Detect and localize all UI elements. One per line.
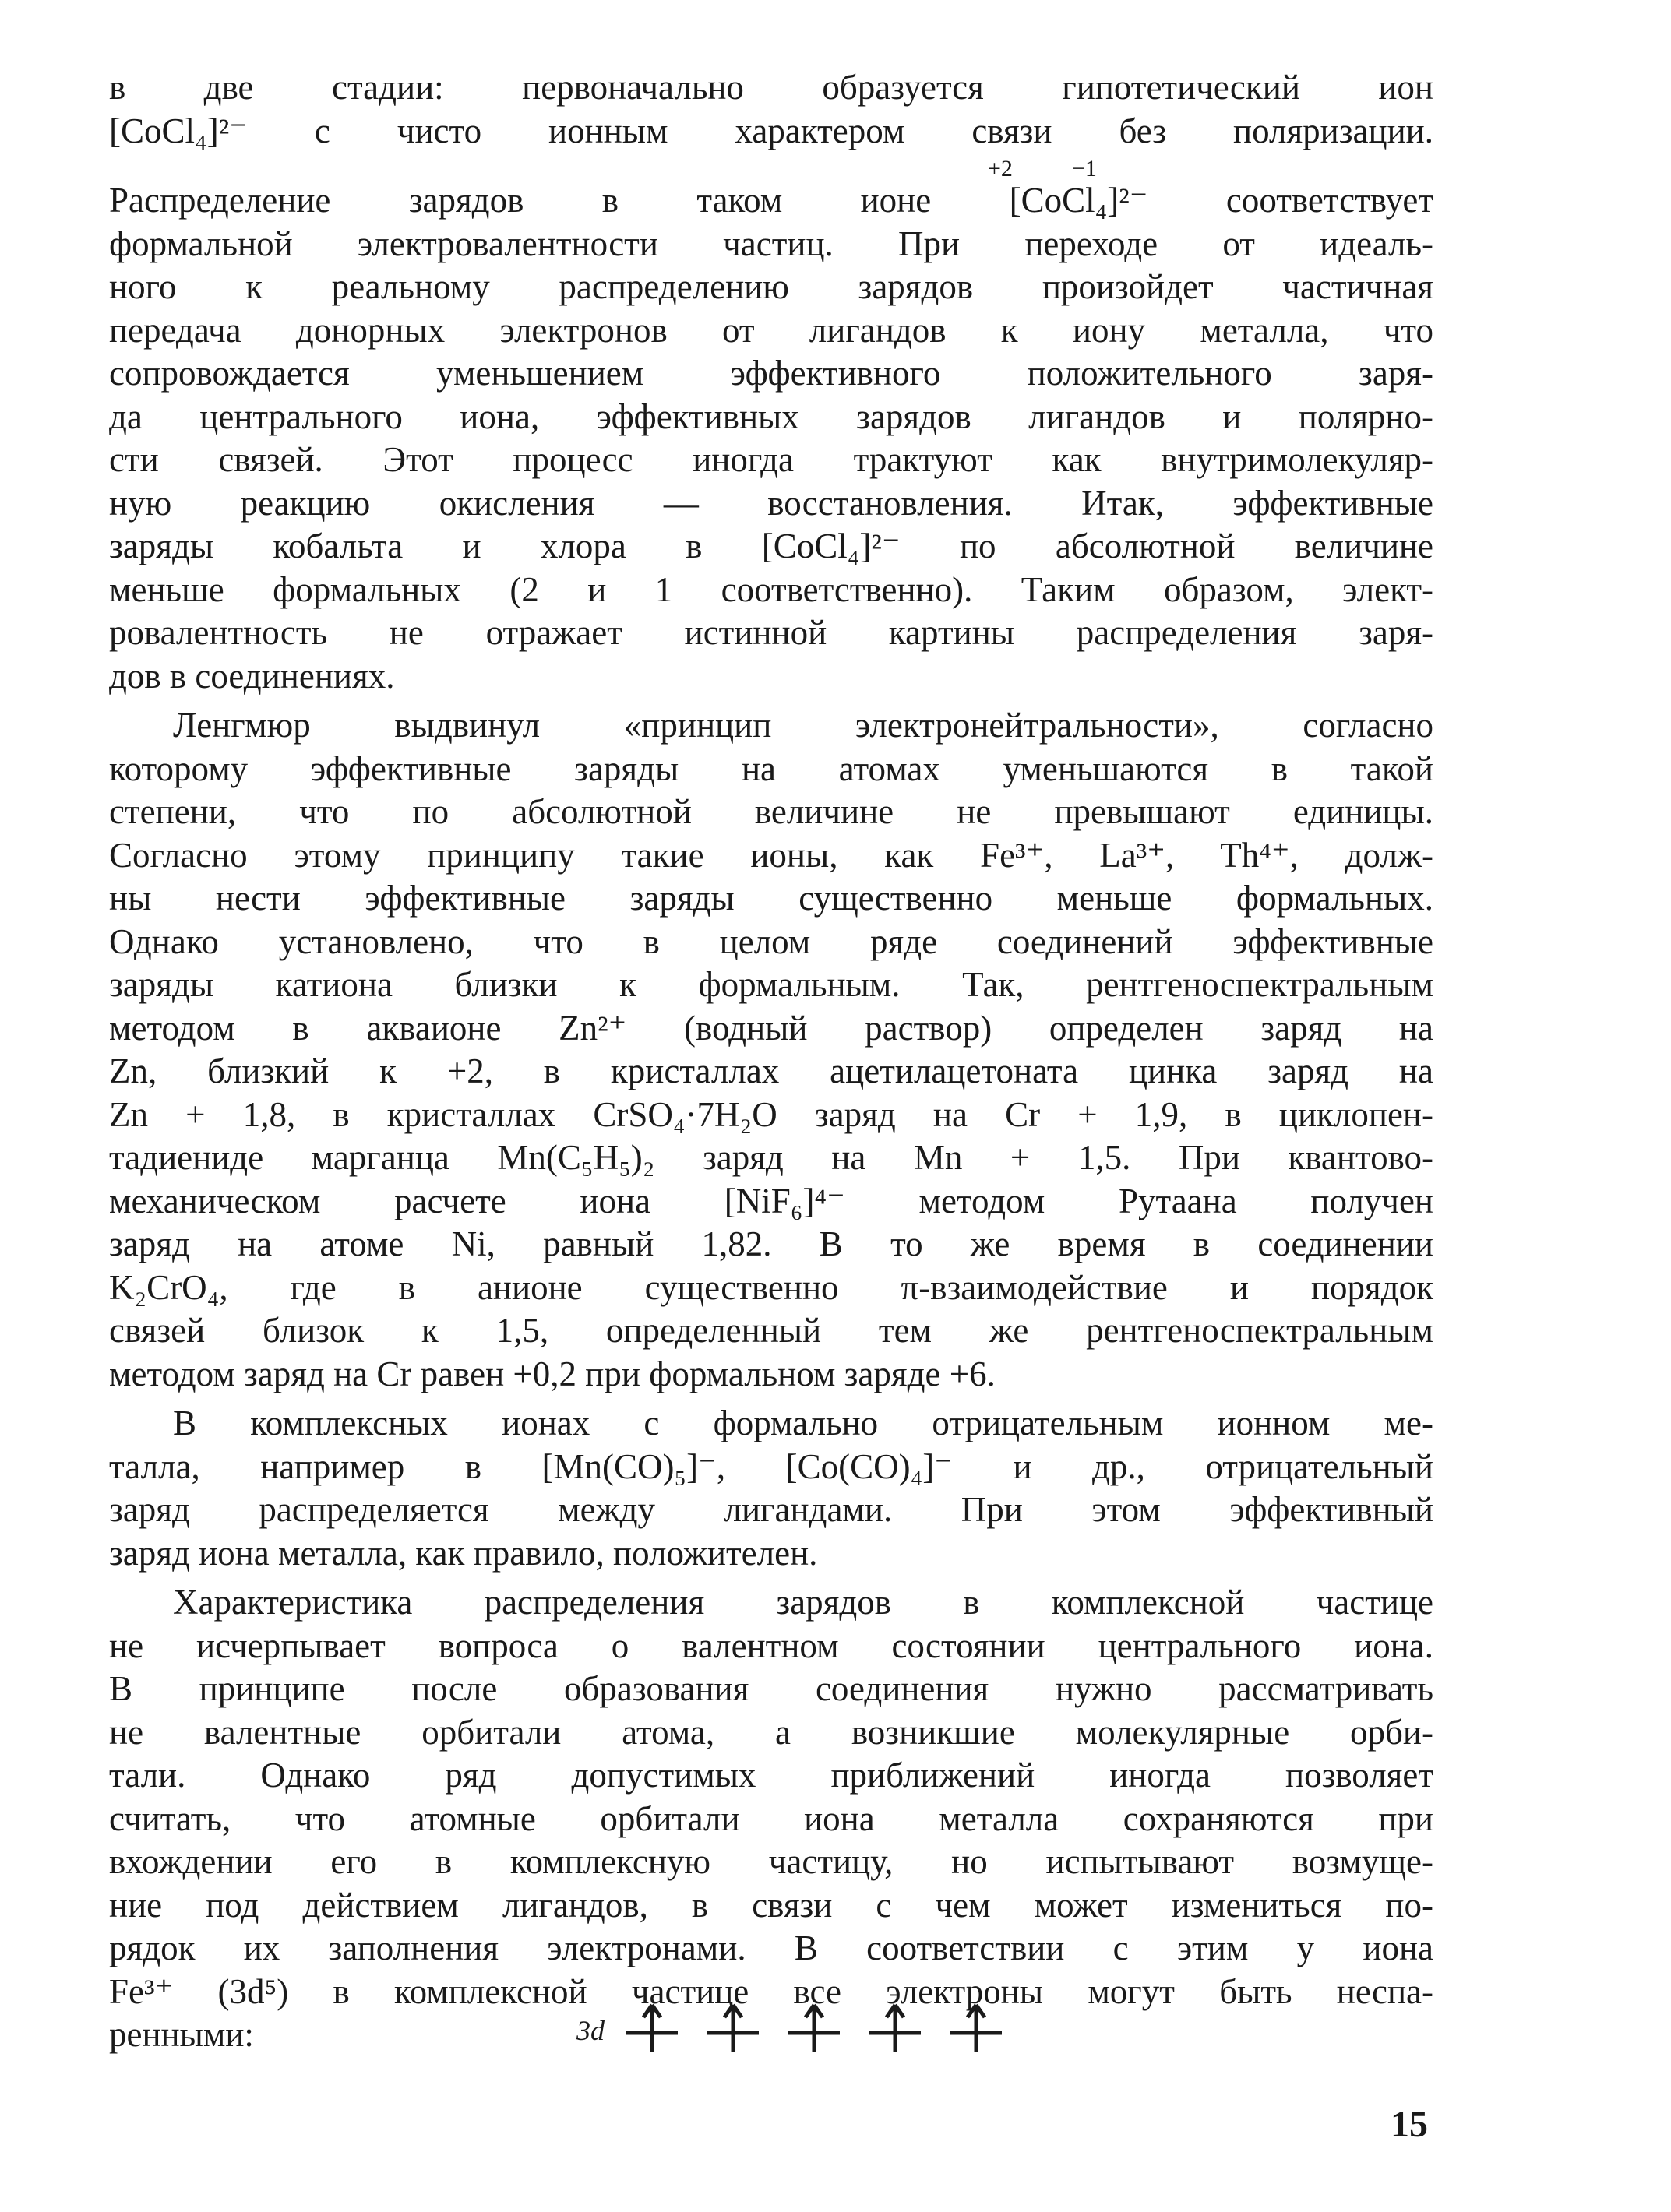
- text-line: Fe³⁺ (3d⁵) в комплексной частице все электроны могут быть неспа-: [109, 1971, 1433, 2011]
- paragraph-p3: [109, 1402, 1433, 1575]
- electron-up-arrow-icon: [866, 2000, 924, 2055]
- text-line: ровалентность не отражает истинной картины распределения заря-: [109, 613, 1433, 652]
- charge-minus: −1: [1072, 156, 1097, 181]
- electron-up-arrow-icon: [704, 2000, 762, 2055]
- text-line: Согласно этому принципу такие ионы, как Fe³⁺, La³⁺, Th⁴⁺, долж-: [109, 835, 1433, 875]
- text-line: рядок их заполнения электронами. В соответствии с этим у иона: [109, 1928, 1433, 1967]
- text-line: ние под действием лигандов, в связи с чем может измениться по-: [109, 1885, 1433, 1925]
- text-line: В принципе после образования соединения нужно рассматривать: [109, 1669, 1433, 1708]
- orbital-diagram: [576, 2000, 1028, 2055]
- text-line: ную реакцию окисления — восстановления. Итак, эффективные: [109, 483, 1433, 523]
- text-line: вхождении его в комплексную частицу, но испытывают возмуще-: [109, 1842, 1433, 1881]
- main-text: [109, 66, 1433, 2057]
- text-line: методом в акваионе Zn²⁺ (водный раствор) определен заряд на: [109, 1008, 1433, 1048]
- text-line: меньше формальных (2 и 1 соответственно). Таким образом, элект-: [109, 569, 1433, 609]
- text-line: дов в соединениях.: [109, 656, 395, 696]
- text-line: сопровождается уменьшением эффективного положительного заря-: [109, 354, 1433, 393]
- text-line: Однако установлено, что в целом ряде соединений эффективные: [109, 921, 1433, 961]
- text-line: не исчерпывает вопроса о валентном состоянии центрального иона.: [109, 1626, 1433, 1665]
- text-line: тадиениде марганца Mn(C₅H₅)₂ заряд на Mn + 1,5. При квантово-: [109, 1138, 1433, 1177]
- electron-up-arrow-icon: [623, 2000, 681, 2055]
- electron-up-arrow-icon: [785, 2000, 843, 2055]
- text-line: Характеристика распределения зарядов в комплексной частице: [173, 1583, 1433, 1622]
- page-number: 15: [1391, 2104, 1428, 2145]
- text-line: да центрального иона, эффективных зарядов лигандов и полярно-: [109, 396, 1433, 436]
- text-line: Zn + 1,8, в кристаллах CrSO₄·7H₂O заряд на Cr + 1,9, в циклопен-: [109, 1094, 1433, 1134]
- text-line: передача донорных электронов от лигандов к иону металла, что: [109, 310, 1433, 350]
- text-line: заряды кобальта и хлора в [CoCl₄]²⁻ по абсолютной величине: [109, 527, 1433, 565]
- text-line: методом заряд на Cr равен +0,2 при формальном заряде +6.: [109, 1354, 996, 1393]
- text-line: Распределение зарядов в таком ионе [CoCl₄]²⁻ соответствует: [109, 181, 1433, 220]
- text-line: считать, что атомные орбитали иона металла сохраняются при: [109, 1798, 1433, 1838]
- text-line: заряды катиона близки к формальным. Так, рентгеноспектральным: [109, 965, 1433, 1004]
- text-line: В комплексных ионах с формально отрицательным ионном ме-: [173, 1404, 1433, 1442]
- text-line: [CoCl₄]²⁻ с чисто ионным характером связи без поляризации.: [109, 111, 1433, 150]
- text-line: ренными:: [109, 2015, 254, 2054]
- paragraph-p2: [109, 704, 1433, 1396]
- text-line: ного к реальному распределению зарядов произойдет частичная: [109, 267, 1433, 306]
- text-line: тали. Однако ряд допустимых приближений иногда позволяет: [109, 1756, 1433, 1795]
- text-line: заряд иона металла, как правило, положителен.: [109, 1533, 818, 1573]
- text-line: механическом расчете иона [NiF₆]⁴⁻ методом Рутаана получен: [109, 1181, 1433, 1220]
- text-line: которому эффективные заряды на атомах уменьшаются в такой: [109, 748, 1433, 788]
- charge-plus: +2: [988, 156, 1013, 181]
- paragraph-p1: [109, 66, 1433, 698]
- text-line: заряд на атоме Ni, равный 1,82. В то же время в соединении: [109, 1224, 1433, 1263]
- text-line: в две стадии: первоначально образуется гипотетический ион: [109, 68, 1433, 107]
- text-line: Ленгмюр выдвинул «принцип электронейтральности», согласно: [173, 706, 1433, 745]
- text-line: Zn, близкий к +2, в кристаллах ацетилацетоната цинка заряд на: [109, 1051, 1433, 1090]
- text-line: формальной электровалентности частиц. При переходе от идеаль-: [109, 224, 1433, 263]
- charge-annotation: [109, 153, 1433, 179]
- electron-up-arrow-icon: [947, 2000, 1005, 2055]
- text-line: не валентные орбитали атома, а возникшие молекулярные орби-: [109, 1712, 1433, 1752]
- text-line: связей близок к 1,5, определенный тем же рентгеноспектральным: [109, 1311, 1433, 1350]
- text-line: степени, что по абсолютной величине не превышают единицы.: [109, 792, 1433, 831]
- text-line: талла, например в [Mn(CO)₅]⁻, [Co(CO)₄]⁻ и др., отрицательный: [109, 1446, 1433, 1486]
- text-line: K₂CrO₄, где в анионе существенно π-взаимодействие и порядок: [109, 1267, 1433, 1307]
- text-line: заряд распределяется между лигандами. При этом эффективный: [109, 1490, 1433, 1529]
- orbital-label: 3d: [576, 2015, 605, 2046]
- paragraph-p4: [109, 1581, 1433, 2057]
- text-line: сти связей. Этот процесс иногда трактуют как внутримолекуляр-: [109, 440, 1433, 479]
- page-body: [109, 66, 1433, 2063]
- text-line: ны нести эффективные заряды существенно меньше формальных.: [109, 879, 1433, 918]
